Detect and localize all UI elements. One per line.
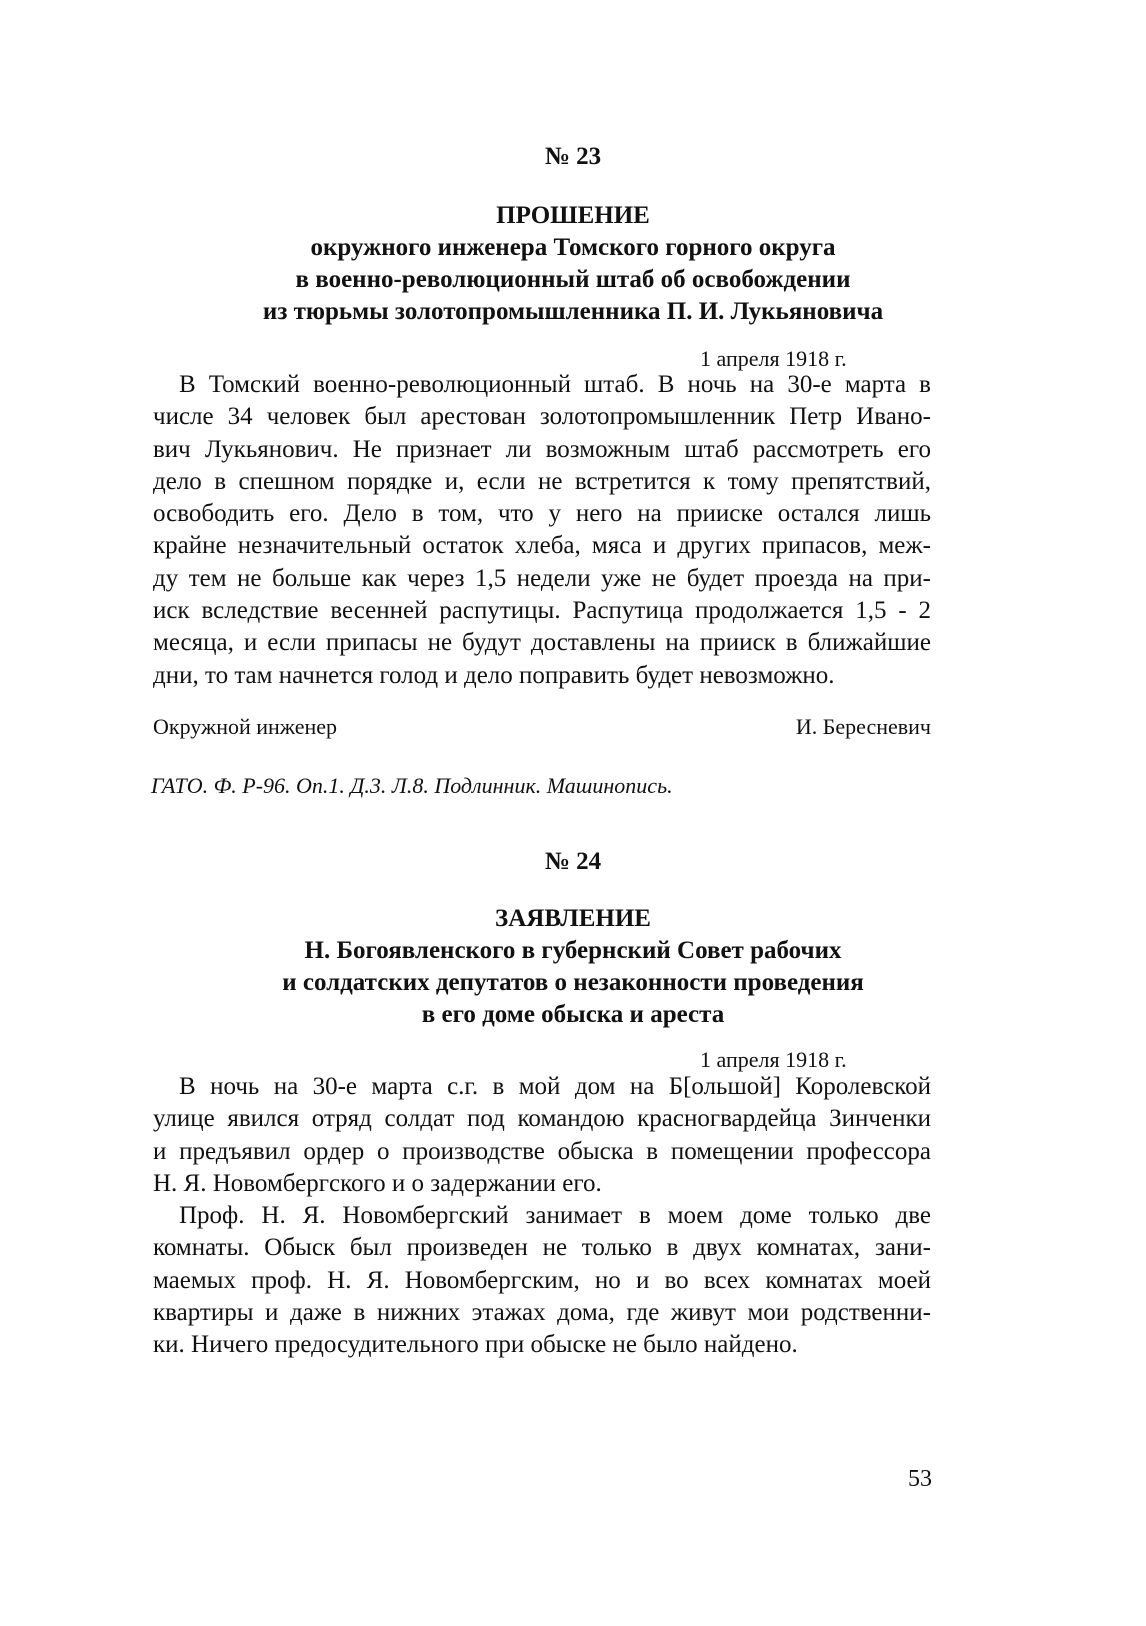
signature-role: Окружной инженер: [153, 714, 338, 739]
doc23-signature: [153, 714, 931, 740]
body-line: маемых проф. Н. Я. Новомбергским, но и во всех комнатах моей: [153, 1266, 931, 1294]
body-line: месяца, и если припасы не будут доставлены на прииск в ближайшие: [153, 629, 931, 657]
body-line: вич Лукьянович. Не признает ли возможным штаб рассмотреть его: [153, 435, 931, 463]
body-line: улице явился отряд солдат под командою красногвардейца Зинченки: [153, 1105, 931, 1133]
doc23-archive-reference: ГАТО. Ф. Р-96. Оп.1. Д.3. Л.8. Подлинник. Машинопись.: [151, 773, 673, 798]
body-line: В ночь на 30-е марта с.г. в мой дом на Б[ольшой] Королевской: [179, 1073, 931, 1100]
body-line: ки. Ничего предосудительного при обыске не было найдено.: [153, 1331, 798, 1359]
page-number: 53: [908, 1466, 932, 1492]
doc24-title-line: в его доме обыска и ареста: [421, 1001, 725, 1028]
doc23-title-heading: ПРОШЕНИЕ: [496, 202, 650, 229]
body-line: комнаты. Обыск был произведен не только в двух комнатах, зани-: [153, 1234, 931, 1262]
body-line: ду тем не больше как через 1,5 недели уже не будет проезда на при-: [153, 564, 931, 592]
doc23-title: [0, 200, 1146, 328]
body-line: квартиры и даже в нижних этажах дома, где живут мои родственни-: [153, 1299, 931, 1327]
body-line: В Томский военно-революционный штаб. В ночь на 30-е марта в: [179, 371, 931, 398]
body-line: и предъявил ордер о производстве обыска в помещении профессора: [153, 1137, 931, 1165]
doc24-title-heading: ЗАЯВЛЕНИЕ: [495, 905, 651, 932]
doc23-date: 1 апреля 1918 г.: [700, 346, 847, 371]
body-line: дело в спешном порядке и, если не встретится к тому препятствий,: [153, 467, 931, 495]
doc24-title-line: и солдатских депутатов о незаконности проведения: [282, 969, 864, 996]
doc24-number: № 24: [544, 848, 602, 875]
doc23-body: [153, 369, 931, 692]
doc23-title-line: из тюрьмы золотопромышленника П. И. Лукьяновича: [262, 298, 884, 325]
body-line: числе 34 человек был арестован золотопромышленник Петр Ивано-: [153, 403, 931, 431]
doc24-body: [153, 1071, 931, 1362]
body-line: Н. Я. Новомбергского и о задержании его.: [153, 1169, 602, 1197]
doc24-title: [0, 903, 1146, 1031]
doc23-title-line: в военно-революционный штаб об освобождении: [295, 266, 851, 293]
signature-name: И. Бересневич: [795, 714, 931, 739]
doc23-title-line: окружного инженера Томского горного округа: [310, 234, 836, 261]
doc24-date: 1 апреля 1918 г.: [700, 1047, 847, 1072]
doc24-title-line: Н. Богоявленского в губернский Совет рабочих: [304, 937, 842, 964]
body-line: крайне незначительный остаток хлеба, мяса и других припасов, меж-: [153, 532, 931, 560]
body-line: иск вследствие весенней распутицы. Распутица продолжается 1,5 - 2: [153, 597, 931, 625]
body-line: дни, то там начнется голод и дело поправить будет невозможно.: [153, 661, 835, 689]
doc23-number: № 23: [544, 143, 602, 170]
body-line: Проф. Н. Я. Новомбергский занимает в моем доме только две: [179, 1202, 931, 1230]
body-line: освободить его. Дело в том, что у него на прииске остался лишь: [153, 500, 931, 528]
